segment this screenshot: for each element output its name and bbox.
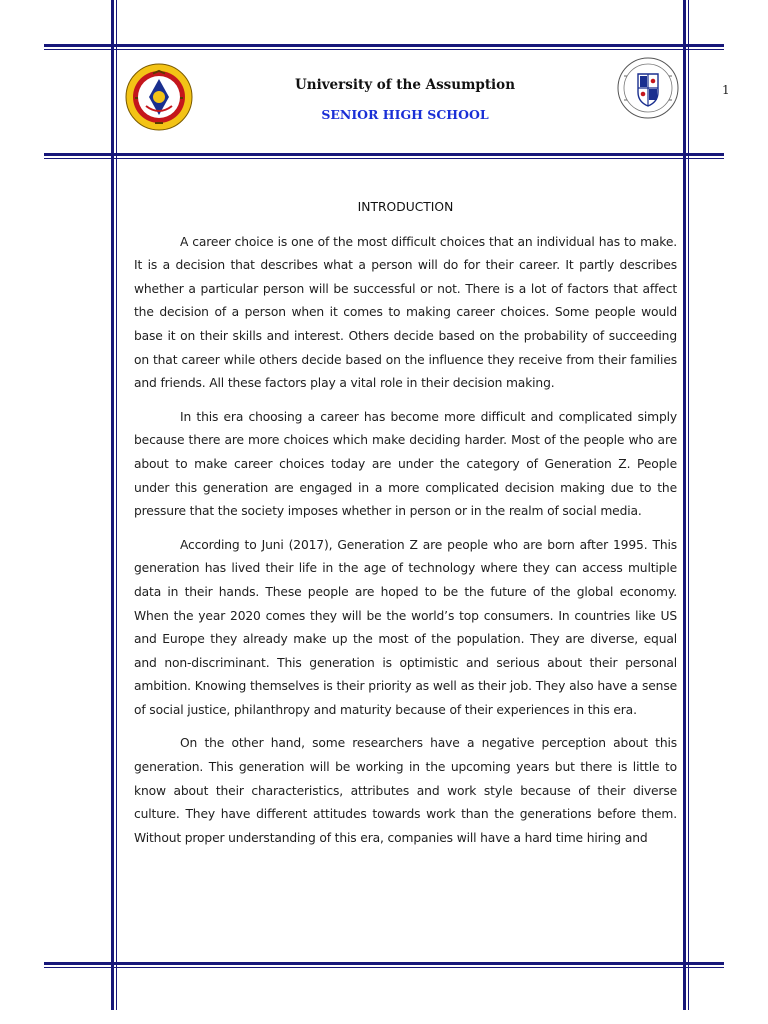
border-right-line: [683, 0, 686, 1010]
border-bottom-line-inner: [44, 967, 724, 968]
paragraph-1: A career choice is one of the most difficult choices that an individual has to make. It is a decision that describes what a person will do for their career. It partly describes whether a particular person will be successful or not. There is a lot of factors that affect the decision of a person when it comes to making career choices. Some people would base it on their skills and interest. Others decide based on the probability of succeeding on that career while others decide based on the influence they receive from their families and friends. All these factors play a vital role in their decision making.: [134, 234, 677, 391]
section-heading: INTRODUCTION: [357, 200, 454, 214]
document-body: [134, 196, 677, 860]
border-left-line-inner: [116, 0, 117, 1010]
border-bottom-line: [44, 962, 724, 965]
senior-high-school-seal-icon: [610, 56, 686, 120]
paragraph-2: In this era choosing a career has become more difficult and complicated simply because there are more choices which make deciding harder. Most of the people who are about to make career choices today are under the category of Generation Z. People under this generation are engaged in a more complicated decision making due to the pressure that the society imposes whether in person or in the realm of social media.: [134, 409, 677, 519]
border-top-line-inner: [44, 49, 724, 50]
page-number: 1: [722, 83, 730, 97]
paragraph-3: According to Juni (2017), Generation Z are people who are born after 1995. This generation has lived their life in the age of technology where they can access multiple data in their hands. These people are hoped to be the future of the global economy. When the year 2020 comes they will be the world’s top consumers. In countries like US and Europe they already make up the most of the population. They are diverse, equal and non-discriminant. This generation is optimistic and serious about their personal ambition. Knowing themselves is their priority as well as their job. They also have a sense of social justice, philanthropy and maturity because of their experiences in this era.: [134, 537, 677, 717]
university-seal-icon: [124, 62, 194, 132]
border-right-line-inner: [688, 0, 689, 1010]
header-divider-line: [44, 153, 724, 156]
border-top-line: [44, 44, 724, 47]
border-left-line: [111, 0, 114, 1010]
university-name: University of the Assumption: [294, 77, 516, 93]
school-name: SENIOR HIGH SCHOOL: [321, 107, 489, 122]
paragraph-4: On the other hand, some researchers have a negative perception about this generation. This generation will be working in the upcoming years but there is little to know about their characteristics, attributes and work style because of their diverse culture. They have different attitudes towards work than the generations before them. Without proper understanding of this era, companies will have a hard time hiring and: [134, 736, 677, 845]
header-divider-line-inner: [44, 158, 724, 159]
